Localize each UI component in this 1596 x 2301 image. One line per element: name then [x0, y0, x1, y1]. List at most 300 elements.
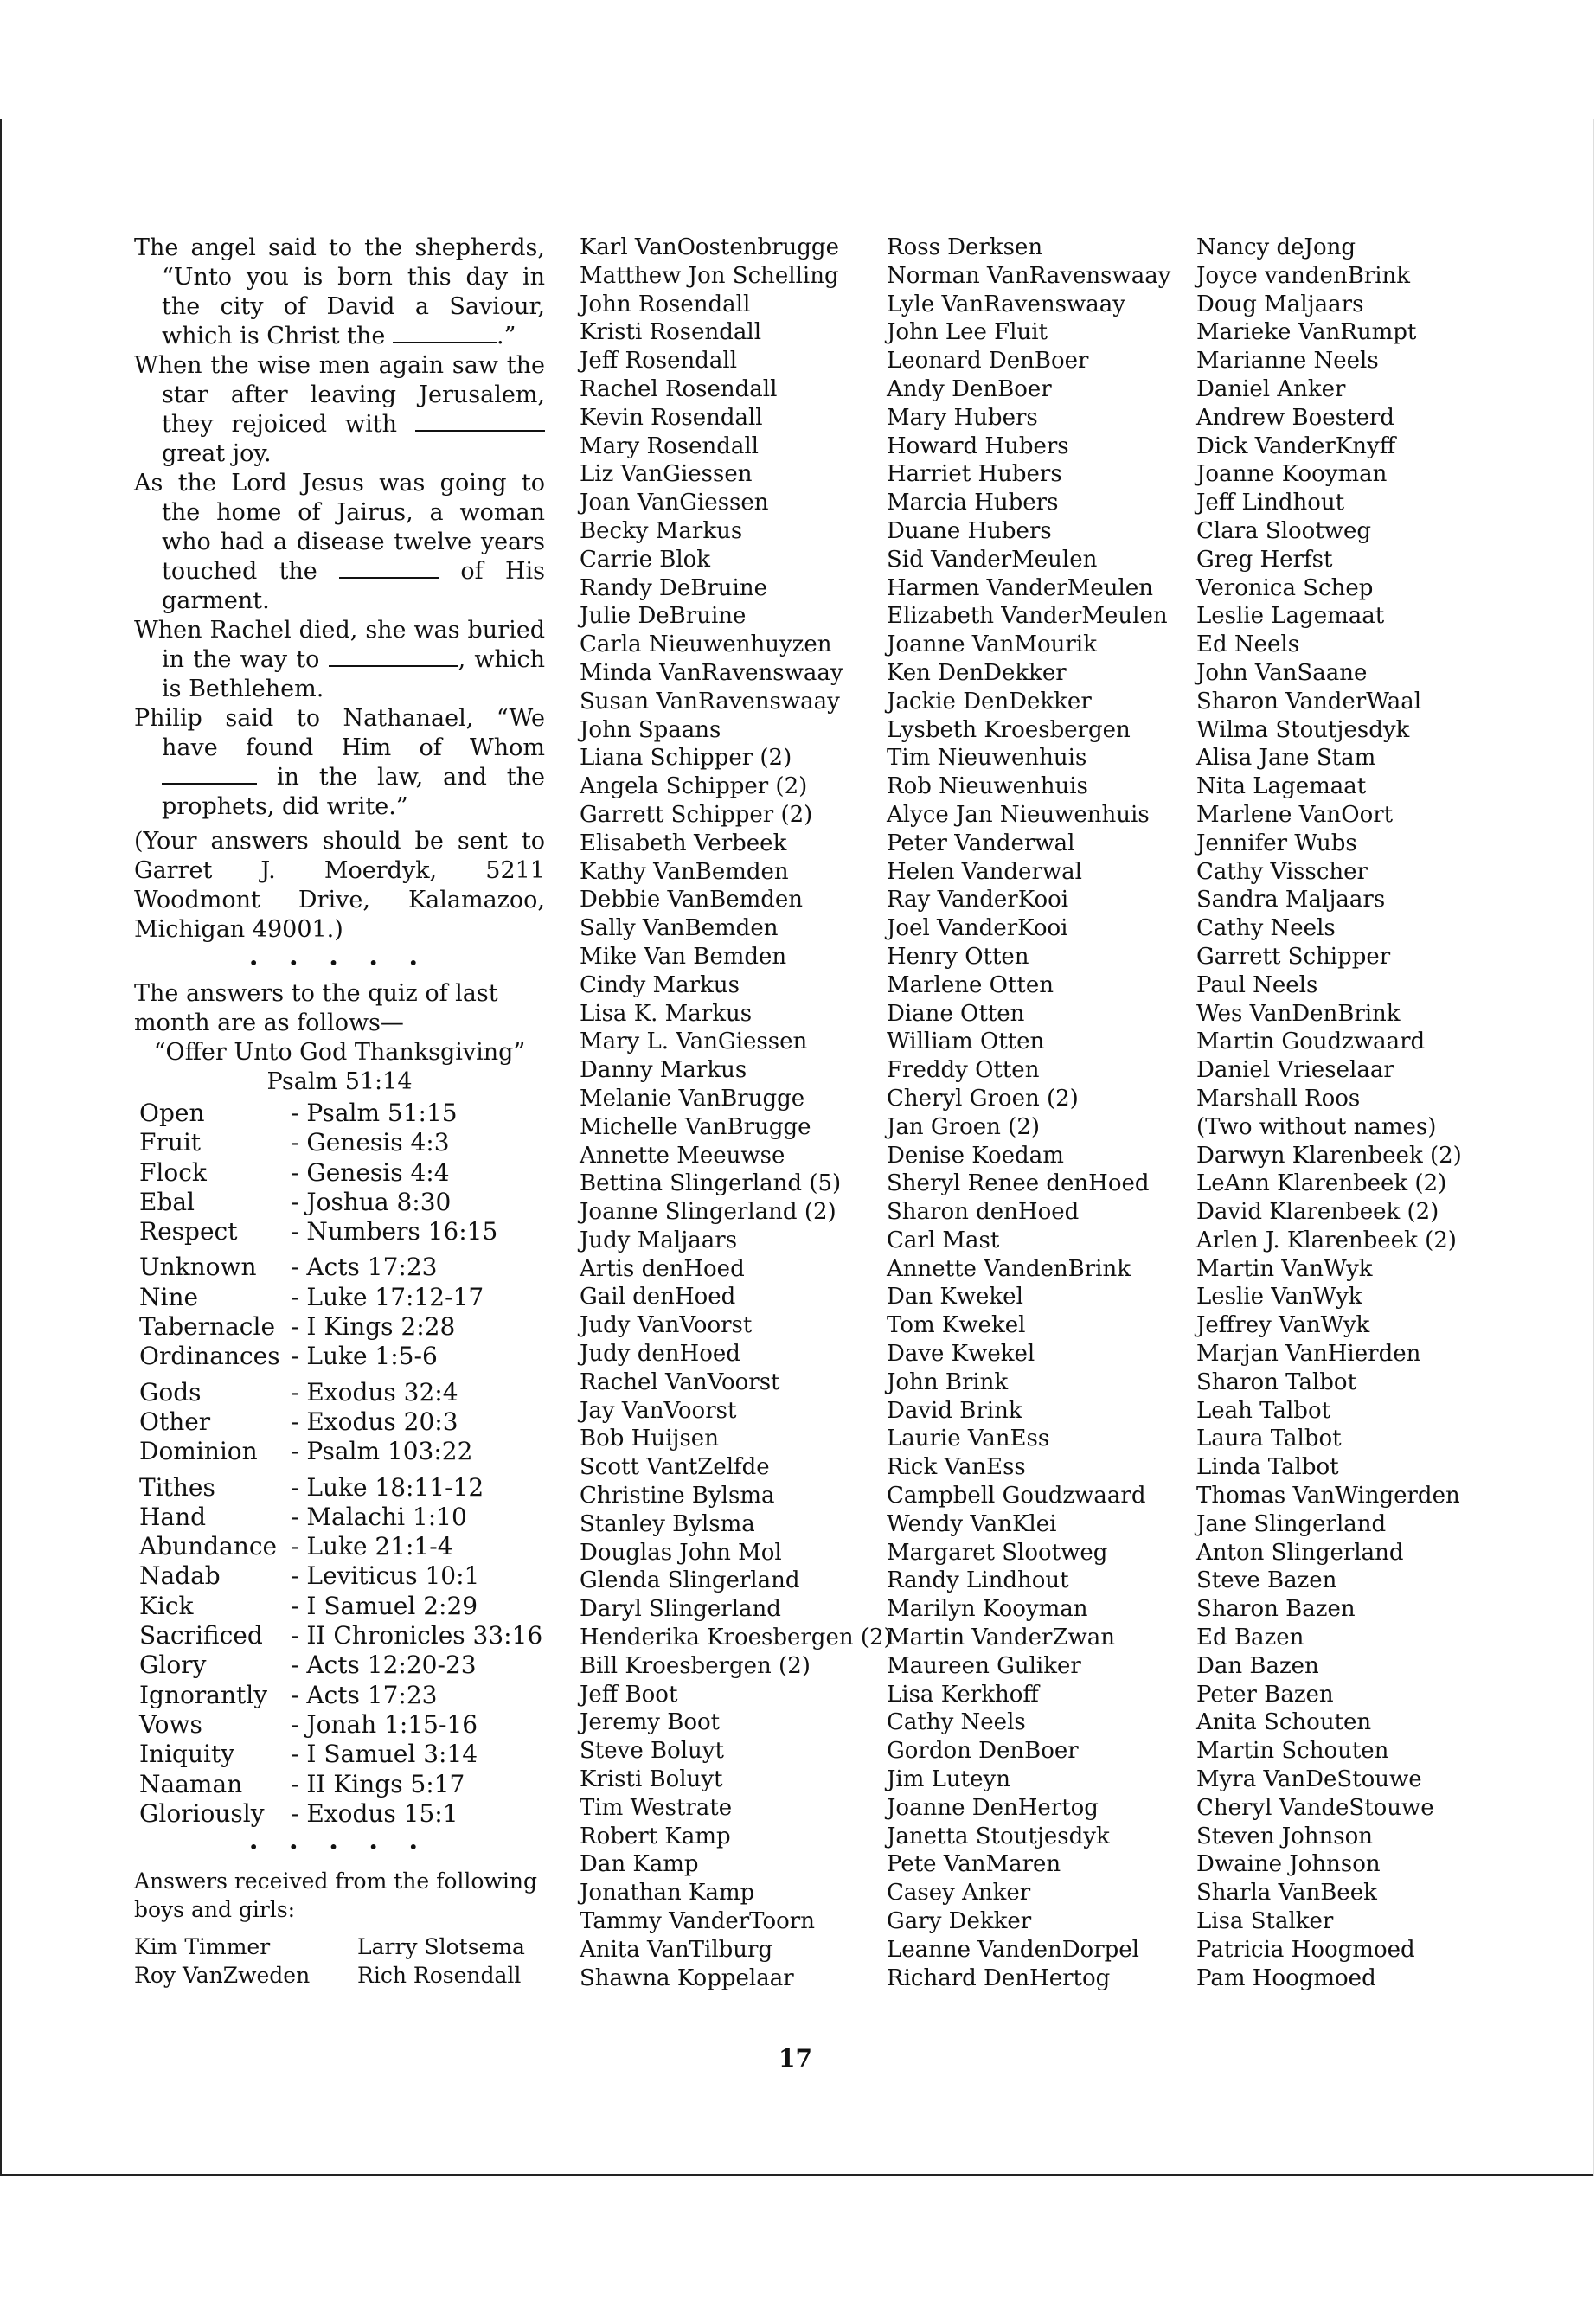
list-item: Martin Goudzwaard	[1196, 1029, 1426, 1055]
list-item: Tim Nieuwenhuis	[887, 745, 1087, 772]
answer-row	[139, 1342, 545, 1371]
list-item: Annette VandenBrink	[887, 1255, 1131, 1282]
answer-word: Ignorantly	[139, 1680, 268, 1709]
answer-reference: - Numbers 16:15	[291, 1217, 498, 1247]
answer-reference: - Exodus 32:4	[291, 1377, 458, 1407]
list-item: Campbell Goudzwaard	[887, 1483, 1146, 1509]
list-item: Janetta Stoutjesdyk	[887, 1823, 1110, 1849]
list-item: Peter Vanderwal	[887, 830, 1075, 856]
answer-reference: - I Samuel 2:29	[291, 1591, 478, 1620]
list-item: Stanley Bylsma	[580, 1510, 755, 1537]
answer-blank	[329, 646, 458, 667]
list-item: Jim Luteyn	[887, 1766, 1010, 1793]
answer-word: Iniquity	[139, 1740, 235, 1769]
list-item: Paul Neels	[1196, 971, 1318, 998]
list-item: Jeff Boot	[580, 1681, 678, 1708]
quiz-column	[134, 234, 545, 1990]
question-text-end: of His garment.	[162, 558, 546, 614]
list-item: Cathy Visscher	[1196, 858, 1368, 885]
list-item: Joanne Kooyman	[1196, 461, 1388, 488]
list-item: Nancy deJong	[1196, 234, 1356, 260]
list-item: Kathy VanBemden	[580, 858, 789, 885]
list-item: Marlene VanOort	[1196, 801, 1394, 828]
list-item: Elizabeth VanderMeulen	[887, 603, 1168, 630]
answer-word: Glory	[139, 1650, 207, 1680]
list-item: Gary Dekker	[887, 1908, 1032, 1935]
list-item: John Spaans	[580, 716, 721, 743]
quiz-question-3	[134, 469, 545, 616]
list-item: Anton Slingerland	[1196, 1539, 1404, 1566]
list-item: Martin VanderZwan	[887, 1625, 1115, 1651]
list-item: Thomas VanWingerden	[1196, 1483, 1460, 1509]
list-item: Jeremy Boot	[580, 1709, 721, 1736]
list-item: Howard Hubers	[887, 433, 1069, 459]
list-item: Arlen J. Klarenbeek (2)	[1196, 1227, 1457, 1253]
received-name: Roy VanZweden	[134, 1963, 311, 1989]
list-item: Gail denHoed	[580, 1284, 736, 1311]
list-item: Leanne VandenDorpel	[887, 1936, 1139, 1963]
answer-word: Respect	[139, 1217, 238, 1247]
list-item: Jackie DenDekker	[887, 688, 1092, 715]
list-item: John Lee Fluit	[887, 319, 1048, 346]
list-item: Marcia Hubers	[887, 490, 1059, 516]
list-item: Leslie VanWyk	[1196, 1284, 1362, 1311]
answer-row	[139, 1532, 545, 1561]
answer-row	[139, 1770, 545, 1799]
list-item: David Brink	[887, 1397, 1022, 1424]
answer-word: Ordinances	[139, 1342, 280, 1371]
answer-word: Kick	[139, 1591, 194, 1620]
received-name: Kim Timmer	[134, 1934, 271, 1960]
list-item: Jeff Lindhout	[1196, 490, 1345, 516]
answer-blank	[393, 323, 497, 343]
list-item: Cindy Markus	[580, 971, 740, 998]
names-column-2	[580, 234, 893, 1992]
answers-intro: The answers to the quiz of last month are as follows—	[134, 980, 498, 1036]
list-item: Jeffrey VanWyk	[1196, 1312, 1370, 1339]
answer-reference: - Luke 1:5-6	[291, 1342, 438, 1371]
list-item: Jay VanVoorst	[580, 1397, 737, 1424]
list-item: Diane Otten	[887, 1000, 1025, 1027]
answer-row	[139, 1099, 545, 1128]
list-item: Sharon denHoed	[887, 1199, 1080, 1226]
list-item: Denise Koedam	[887, 1142, 1064, 1169]
list-item: Karl VanOostenbrugge	[580, 234, 839, 260]
quiz-reference: Psalm 51:14	[266, 1068, 413, 1095]
list-item: John Brink	[887, 1368, 1009, 1395]
list-item: Sharla VanBeek	[1196, 1880, 1377, 1907]
list-item: Douglas John Mol	[580, 1539, 782, 1566]
question-text-end: in the law, and the prophets, did write.”	[162, 764, 545, 820]
received-column-2	[357, 1932, 525, 1990]
answer-word: Dominion	[139, 1437, 258, 1466]
list-item: Marilyn Kooyman	[887, 1596, 1088, 1623]
quiz-question-4	[134, 616, 545, 704]
list-item: Norman VanRavenswaay	[887, 262, 1171, 289]
list-item: Liz VanGiessen	[580, 461, 753, 488]
list-item: Sharon VanderWaal	[1196, 688, 1422, 715]
page-number: 17	[779, 2044, 812, 2073]
answer-row	[139, 1592, 545, 1621]
separator-dots: • • • • •	[248, 952, 431, 973]
list-item: Myra VanDeStouwe	[1196, 1766, 1422, 1793]
list-item: Joyce vandenBrink	[1196, 262, 1411, 289]
list-item: LeAnn Klarenbeek (2)	[1196, 1170, 1447, 1197]
answer-reference: - Joshua 8:30	[291, 1187, 452, 1216]
list-item: Joanne VanMourik	[887, 631, 1097, 658]
answer-reference: - Acts 17:23	[291, 1253, 438, 1282]
list-item: Doug Maljaars	[1196, 291, 1364, 317]
list-item: Carla Nieuwenhuyzen	[580, 631, 832, 658]
list-item: Ed Neels	[1196, 631, 1300, 658]
list-item: Wilma Stoutjesdyk	[1196, 716, 1410, 743]
answer-word: Other	[139, 1407, 211, 1436]
list-item: Jeff Rosendall	[580, 348, 738, 375]
list-item: Harriet Hubers	[887, 461, 1062, 488]
received-column-1	[134, 1932, 357, 1990]
list-item: Scott VantZelfde	[580, 1454, 770, 1481]
list-item: Shawna Koppelaar	[580, 1965, 794, 1991]
answer-row	[139, 1312, 545, 1342]
list-item: Daniel Anker	[1196, 375, 1346, 402]
list-item: Cheryl VandeStouwe	[1196, 1794, 1434, 1821]
quiz-question-1	[134, 234, 545, 351]
list-item: Steven Johnson	[1196, 1823, 1374, 1849]
list-item: Rob Nieuwenhuis	[887, 773, 1088, 800]
question-text: Philip said to Nathanael, “We have found Him of Whom	[134, 705, 545, 761]
list-item: Dan Kwekel	[887, 1284, 1023, 1311]
list-item: Julie DeBruine	[580, 603, 747, 630]
list-item: Becky Markus	[580, 517, 743, 544]
list-item: Cathy Neels	[1196, 915, 1336, 942]
list-item: Patricia Hoogmoed	[1196, 1936, 1415, 1963]
answer-word: Unknown	[139, 1253, 257, 1282]
answer-row	[139, 1473, 545, 1503]
list-item: Tom Kwekel	[887, 1312, 1026, 1339]
answer-row	[139, 1283, 545, 1312]
list-item: Sharon Talbot	[1196, 1368, 1357, 1395]
list-item: Cheryl Groen (2)	[887, 1085, 1079, 1112]
list-item: Wendy VanKlei	[887, 1510, 1057, 1537]
question-text-end: great joy.	[162, 440, 272, 467]
list-item: Artis denHoed	[580, 1255, 745, 1282]
list-item: Sally VanBemden	[580, 915, 779, 942]
list-item: Henry Otten	[887, 943, 1029, 970]
list-item: Bob Huijsen	[580, 1426, 719, 1452]
list-item: Lyle VanRavenswaay	[887, 291, 1125, 317]
answer-row	[139, 1217, 545, 1247]
list-item: Dwaine Johnson	[1196, 1851, 1381, 1878]
list-item: Marjan VanHierden	[1196, 1341, 1421, 1368]
list-item: Sheryl Renee denHoed	[887, 1170, 1150, 1197]
question-text: When the wise men again saw the star after leaving Jerusalem, they rejoiced with	[134, 352, 545, 438]
list-item: Mike Van Bemden	[580, 943, 787, 970]
list-item: Debbie VanBemden	[580, 887, 804, 913]
received-name: Larry Slotsema	[357, 1934, 525, 1960]
answer-reference: - Exodus 15:1	[291, 1798, 458, 1828]
answer-word: Gods	[139, 1377, 202, 1407]
list-item: Rachel VanVoorst	[580, 1368, 780, 1395]
list-item: Richard DenHertog	[887, 1965, 1111, 1991]
question-text: The angel said to the shepherds, “Unto you is born this day in the city of David a Saviour, which is Christ the	[134, 234, 545, 349]
answer-row	[139, 1799, 545, 1829]
answer-word: Nine	[139, 1282, 199, 1311]
list-item: Minda VanRavenswaay	[580, 659, 843, 686]
list-item: Bill Kroesbergen (2)	[580, 1652, 811, 1679]
answer-row	[139, 1503, 545, 1532]
list-item: Sharon Bazen	[1196, 1596, 1356, 1623]
list-item: Garrett Schipper (2)	[580, 801, 813, 828]
list-item: Ed Bazen	[1196, 1625, 1304, 1651]
answer-word: Gloriously	[139, 1798, 265, 1828]
list-item: Linda Talbot	[1196, 1454, 1339, 1481]
answer-word: Hand	[139, 1502, 207, 1531]
list-item: Dave Kwekel	[887, 1341, 1035, 1368]
list-item: Garrett Schipper	[1196, 943, 1391, 970]
list-item: Veronica Schep	[1196, 574, 1374, 601]
answer-blank	[339, 558, 439, 579]
list-item: Leah Talbot	[1196, 1397, 1331, 1424]
list-item: Maureen Guliker	[887, 1652, 1081, 1679]
question-text-end: , which is Bethlehem.	[162, 646, 545, 702]
list-item: Martin VanWyk	[1196, 1255, 1373, 1282]
answer-word: Naaman	[139, 1769, 243, 1798]
list-item: Duane Hubers	[887, 517, 1052, 544]
separator-dots: • • • • •	[248, 1836, 431, 1858]
answer-word: Flock	[139, 1157, 207, 1187]
names-column-3	[887, 234, 1189, 1992]
list-item: Carrie Blok	[580, 546, 711, 573]
answer-word: Open	[139, 1099, 205, 1127]
group-gap	[139, 1467, 545, 1473]
answer-reference: - I Kings 2:28	[291, 1312, 456, 1342]
list-item: Nita Lagemaat	[1196, 773, 1367, 800]
list-item: Jennifer Wubs	[1196, 830, 1357, 856]
answer-word: Vows	[139, 1709, 202, 1739]
answer-row	[139, 1407, 545, 1437]
quiz-question-2	[134, 351, 545, 469]
list-item: Daryl Slingerland	[580, 1596, 781, 1623]
answer-row	[139, 1740, 545, 1769]
list-item: Marianne Neels	[1196, 348, 1379, 375]
answer-reference: - Psalm 51:15	[291, 1099, 458, 1127]
list-item: David Klarenbeek (2)	[1196, 1199, 1439, 1226]
names-column-4	[1196, 234, 1508, 1992]
list-item: Liana Schipper (2)	[580, 745, 792, 772]
list-item: Rick VanEss	[887, 1454, 1026, 1481]
list-item: Steve Bazen	[1196, 1567, 1337, 1594]
list-item: Pete VanMaren	[887, 1851, 1061, 1878]
list-item: Helen Vanderwal	[887, 858, 1082, 885]
answer-reference: - II Kings 5:17	[291, 1769, 465, 1798]
list-item: Christine Bylsma	[580, 1483, 775, 1509]
question-text-end: .”	[496, 323, 516, 349]
list-item: Pam Hoogmoed	[1196, 1965, 1376, 1991]
answers-address-note: (Your answers should be sent to Garret J. Moerdyk, 5211 Woodmont Drive, Kalamazoo, Michigan 49001.)	[134, 828, 545, 943]
answer-row	[139, 1158, 545, 1188]
list-item: Joan VanGiessen	[580, 490, 769, 516]
quiz-question-5	[134, 704, 545, 822]
list-item: Leonard DenBoer	[887, 348, 1089, 375]
answer-list	[139, 1099, 545, 1829]
list-item: Melanie VanBrugge	[580, 1085, 805, 1112]
list-item: Clara Slootweg	[1196, 517, 1372, 544]
list-item: Andrew Boesterd	[1196, 404, 1394, 431]
answer-reference: - Acts 12:20-23	[291, 1650, 477, 1680]
list-item: Dan Bazen	[1196, 1652, 1319, 1679]
answer-row	[139, 1378, 545, 1407]
list-item: Susan VanRavenswaay	[580, 688, 840, 715]
list-item: Kevin Rosendall	[580, 404, 763, 431]
list-item: Joanne DenHertog	[887, 1794, 1099, 1821]
list-item: Jan Groen (2)	[887, 1113, 1041, 1140]
list-item: Danny Markus	[580, 1057, 747, 1084]
list-item: Lisa Kerkhoff	[887, 1681, 1039, 1708]
answer-word: Sacrificed	[139, 1621, 263, 1650]
answer-row	[139, 1437, 545, 1466]
list-item: Robert Kamp	[580, 1823, 731, 1849]
list-item: Leslie Lagemaat	[1196, 603, 1385, 630]
list-item: Anita Schouten	[1196, 1709, 1372, 1736]
answer-row	[139, 1650, 545, 1680]
list-item: Marlene Otten	[887, 971, 1054, 998]
answer-reference: - Malachi 1:10	[291, 1502, 467, 1531]
answer-row	[139, 1253, 545, 1282]
list-item: Rachel Rosendall	[580, 375, 778, 402]
list-item: Marshall Roos	[1196, 1085, 1361, 1112]
answer-word: Abundance	[139, 1532, 278, 1561]
list-item: Judy VanVoorst	[580, 1312, 753, 1339]
answer-reference: - Leviticus 10:1	[291, 1561, 480, 1591]
answer-blank	[415, 411, 545, 432]
list-item: Martin Schouten	[1196, 1738, 1389, 1765]
list-item: Randy Lindhout	[887, 1567, 1069, 1594]
list-item: Kristi Rosendall	[580, 319, 762, 346]
list-item: Casey Anker	[887, 1880, 1031, 1907]
list-item: Andy DenBoer	[887, 375, 1052, 402]
list-item: Glenda Slingerland	[580, 1567, 800, 1594]
answer-reference: - Genesis 4:4	[291, 1157, 450, 1187]
list-item: Alisa Jane Stam	[1196, 745, 1376, 772]
group-gap	[139, 1372, 545, 1378]
list-item: Laurie VanEss	[887, 1426, 1050, 1452]
list-item: Laura Talbot	[1196, 1426, 1342, 1452]
list-item: William Otten	[887, 1029, 1045, 1055]
list-item: Peter Bazen	[1196, 1681, 1334, 1708]
list-item: Henderika Kroesbergen (2)	[580, 1625, 893, 1651]
list-item: Gordon DenBoer	[887, 1738, 1079, 1765]
list-item: Bettina Slingerland (5)	[580, 1170, 842, 1197]
list-item: Wes VanDenBrink	[1196, 1000, 1401, 1027]
list-item: Ray VanderKooi	[887, 887, 1069, 913]
answer-row	[139, 1621, 545, 1650]
list-item: Joanne Slingerland (2)	[580, 1199, 836, 1226]
list-item: Darwyn Klarenbeek (2)	[1196, 1142, 1462, 1169]
list-item: Lisa K. Markus	[580, 1000, 753, 1027]
list-item: John VanSaane	[1196, 659, 1368, 686]
received-name: Rich Rosendall	[357, 1963, 522, 1989]
list-item: Michelle VanBrugge	[580, 1113, 811, 1140]
list-item: (Two without names)	[1196, 1113, 1437, 1140]
answer-word: Fruit	[139, 1128, 202, 1157]
list-item: Lisa Stalker	[1196, 1908, 1334, 1935]
answer-row	[139, 1188, 545, 1217]
list-item: Harmen VanderMeulen	[887, 574, 1153, 601]
list-item: Sandra Maljaars	[1196, 887, 1386, 913]
list-item: Steve Boluyt	[580, 1738, 724, 1765]
answer-word: Ebal	[139, 1187, 195, 1216]
question-text: When Rachel died, she was buried in the way to	[134, 617, 545, 673]
answer-reference: - Genesis 4:3	[291, 1128, 450, 1157]
list-item: Daniel Vrieselaar	[1196, 1057, 1394, 1084]
answer-reference: - I Samuel 3:14	[291, 1740, 478, 1769]
answer-row	[139, 1681, 545, 1710]
list-item: Tammy VanderToorn	[580, 1908, 815, 1935]
list-item: Alyce Jan Nieuwenhuis	[887, 801, 1150, 828]
answer-reference: - Jonah 1:15-16	[291, 1709, 478, 1739]
received-intro: Answers received from the following boys and girls:	[134, 1868, 537, 1923]
list-item: Dick VanderKnyff	[1196, 433, 1396, 459]
list-item: Joel VanderKooi	[887, 915, 1068, 942]
answer-reference: - Exodus 20:3	[291, 1407, 458, 1436]
answer-reference: - Psalm 103:22	[291, 1437, 473, 1466]
list-item: Mary Hubers	[887, 404, 1038, 431]
answer-word: Tithes	[139, 1472, 215, 1502]
answer-word: Tabernacle	[139, 1312, 276, 1342]
list-item: Anita VanTilburg	[580, 1936, 773, 1963]
answer-row	[139, 1710, 545, 1740]
list-item: Ross Derksen	[887, 234, 1043, 260]
list-item: Freddy Otten	[887, 1057, 1040, 1084]
quiz-title: “Offer Unto God Thanksgiving”	[153, 1039, 526, 1066]
list-item: Jane Slingerland	[1196, 1510, 1387, 1537]
answer-reference: - Luke 21:1-4	[291, 1532, 453, 1561]
list-item: Marieke VanRumpt	[1196, 319, 1417, 346]
answer-reference: - Luke 18:11-12	[291, 1472, 484, 1502]
list-item: Elisabeth Verbeek	[580, 830, 787, 856]
list-item: Mary Rosendall	[580, 433, 759, 459]
list-item: Lysbeth Kroesbergen	[887, 716, 1131, 743]
list-item: Ken DenDekker	[887, 659, 1067, 686]
received-names-first	[134, 1932, 545, 1990]
question-text: As the Lord Jesus was going to the home of Jairus, a woman who had a disease twelve years touched the	[134, 470, 545, 585]
list-item: Judy denHoed	[580, 1341, 740, 1368]
answer-reference: - Acts 17:23	[291, 1680, 438, 1709]
list-item: Jonathan Kamp	[580, 1880, 755, 1907]
list-item: Mary L. VanGiessen	[580, 1029, 808, 1055]
list-item: Annette Meeuwse	[580, 1142, 785, 1169]
list-item: Randy DeBruine	[580, 574, 767, 601]
list-item: Tim Westrate	[580, 1794, 733, 1821]
list-item: Kristi Boluyt	[580, 1766, 723, 1793]
list-item: Matthew Jon Schelling	[580, 262, 839, 289]
list-item: John Rosendall	[580, 291, 751, 317]
answer-blank	[162, 764, 257, 785]
answer-reference: - Luke 17:12-17	[291, 1282, 484, 1311]
list-item: Angela Schipper (2)	[580, 773, 808, 800]
list-item: Margaret Slootweg	[887, 1539, 1108, 1566]
list-item: Judy Maljaars	[580, 1227, 738, 1253]
group-gap	[139, 1247, 545, 1253]
answer-reference: - II Chronicles 33:16	[291, 1621, 543, 1650]
list-item: Greg Herfst	[1196, 546, 1333, 573]
answer-row	[139, 1561, 545, 1591]
list-item: Cathy Neels	[887, 1709, 1026, 1736]
list-item: Carl Mast	[887, 1227, 1000, 1253]
list-item: Dan Kamp	[580, 1851, 699, 1878]
answer-word: Nadab	[139, 1561, 221, 1591]
answer-row	[139, 1128, 545, 1157]
